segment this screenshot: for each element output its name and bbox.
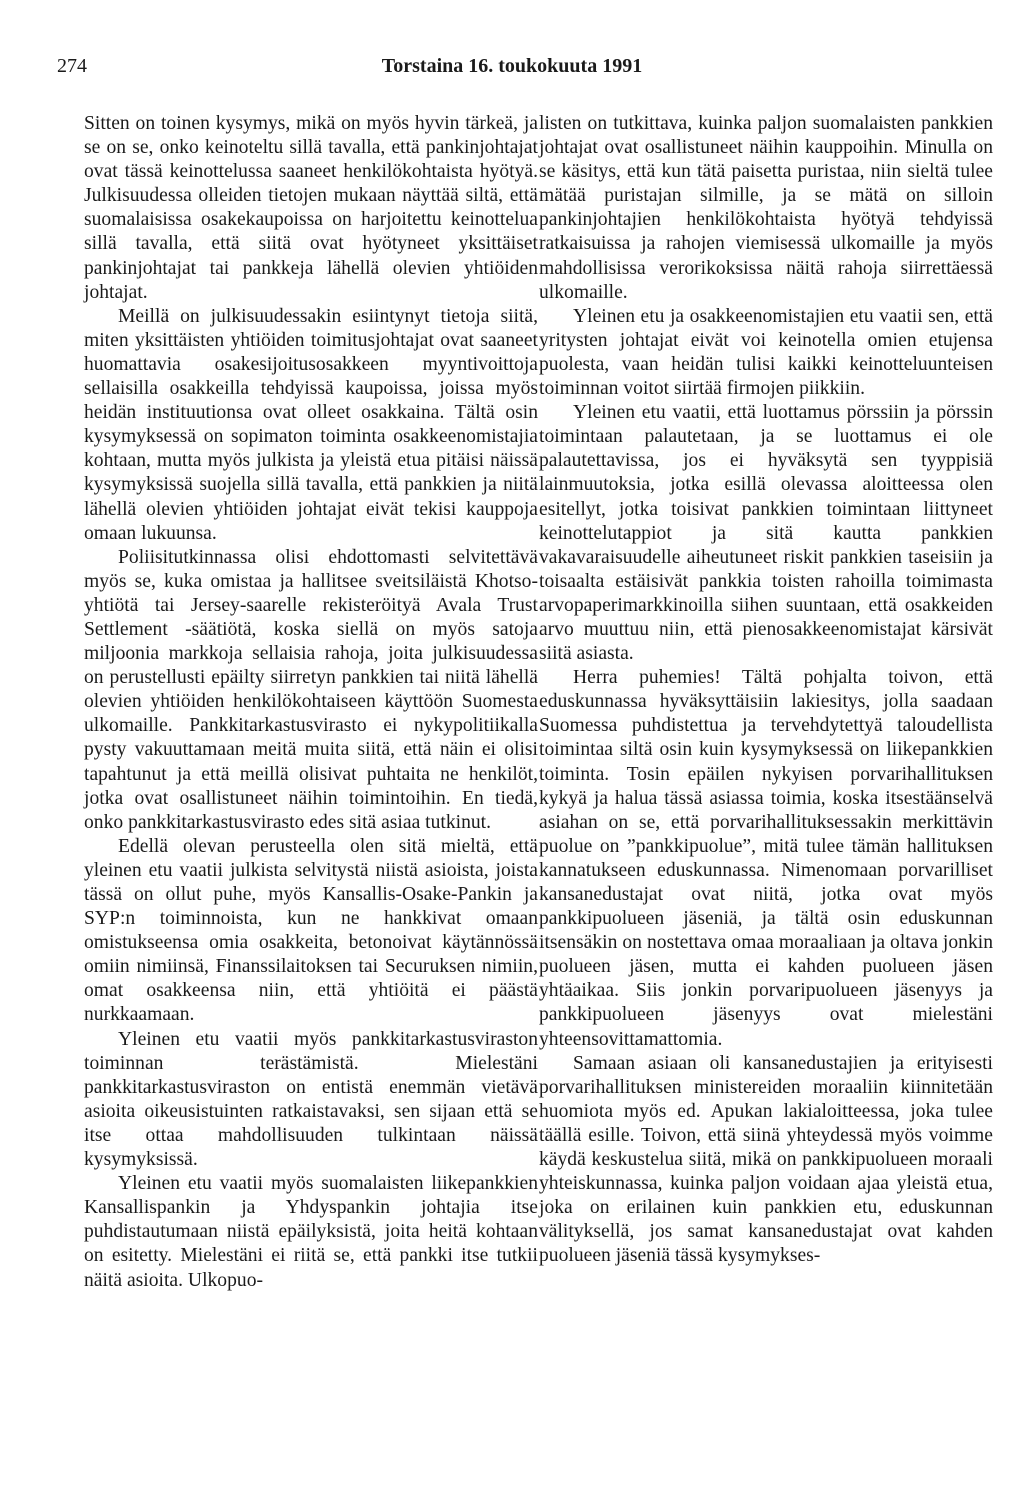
paragraph: Poliisitutkinnassa olisi ehdottomasti selvitettävä myös se, kuka omistaa ja hallitsee sveitsiläistä Khotso-yhtiötä tai Jersey-saarelle rekisteröityä Avala Trust Settlement -säätiötä, koska siellä on myös satoja miljoonia markkoja sellaisia rahoja, joita julkisuudessa on perustellusti epäilty siirretyn pankkien tai niitä lähellä olevien yhtiöiden henkilökohtaiseen käyttöön Suomesta ulkomaille. Pankkitarkastusvirasto ei nykypolitiikalla pysty vakuuttamaan meitä muita siitä, että näin ei olisi tapahtunut ja että meillä olisivat puhtaita ne henkilöt, jotka ovat osallistuneet näihin toimintoihin. En tiedä, onko pankkitarkastusvirasto edes sitä asiaa tutkinut. xyxy=(84,546,538,833)
paragraph: Edellä olevan perusteella olen sitä mieltä, että yleinen etu vaatii julkista selvitystä niistä asioista, joista tässä on ollut puhe, myös Kansallis-Osake-Pankin ja SYP:n toiminnoista, kun ne hankkivat omaan omistukseensa omia osakkeita, betonoivat käytännössä omiin nimiinsä, Finanssilaitoksen tai Securuksen nimiin, omat osakkeensa niin, että yhtiöitä ei päästä nurkkaamaan. xyxy=(84,835,538,1026)
paragraph: Meillä on julkisuudessakin esiintynyt tietoja siitä, miten yksittäisten yhtiöiden toimitusjohtajat ovat saaneet huomattavia osakesijoitusosakkeen myyntivoittoja sellaisilla osakkeilla tehdyissä kaupoissa, joissa myös heidän instituutionsa ovat olleet osakkaina. Tältä osin kysymyksessä on sopimaton toiminta osakkeenomistajia kohtaan, mutta myös julkista ja yleistä etua pitäisi näissä kysymyksissä suojella sillä tavalla, että pankkien ja niitä lähellä olevien yhtiöiden johtajat eivät tekisi kauppoja omaan lukuunsa. xyxy=(84,305,538,544)
paragraph: Yleinen etu ja osakkeenomistajien etu vaatii sen, että yritysten johtajat eivät voi keinotella omien etujensa puolesta, vaan heidän tulisi kaikki keinotteluunteisen toiminnan voitot siirtää firmojen piikkiin. xyxy=(539,305,993,400)
left-column xyxy=(84,112,538,1293)
paragraph: Samaan asiaan oli kansanedustajien ja erityisesti porvarihallituksen ministereiden moraaliin kiinnitetään huomiota myös ed. Apukan lakialoitteessa, joka tulee täällä esille. Toivon, että siinä yhteydessä myös voimme käydä keskustelua siitä, mikä on pankkipuolueen moraali yhteiskunnassa, kuinka paljon voidaan ajaa yleistä etua, joka on erilainen kuin pankkien etu, eduskunnan välityksellä, jos samat kansanedustajat ovat kahden puolueen jäseniä tässä kysymykses- xyxy=(539,1052,993,1267)
page-header xyxy=(57,50,967,82)
page-number: 274 xyxy=(57,55,87,77)
paragraph: Herra puhemies! Tältä pohjalta toivon, että eduskunnassa hyväksyttäisiin lakiesitys, jolla saadaan Suomessa puhdistettua ja tervehdytettyä taloudellista toimintaa siltä osin kuin kysymyksessä on liikepankkien toiminta. Tosin epäilen nykyisen porvarihallituksen kykyä ja halua tässä asiassa toimia, koska itsestäänselvä asiahan on se, että porvarihallituksessakin merkittävin puolue on ”pankkipuolue”, mitä tulee tämän hallituksen kannatukseen eduskunnassa. Nimenomaan porvarilliset kansanedustajat ovat niitä, jotka ovat myös pankkipuolueen jäseniä, ja tältä osin eduskunnan itsensäkin on nostettava omaa moraaliaan ja oltava jonkin puolueen jäsen, mutta ei kahden puolueen jäsen yhtäaikaa. Siis jonkin porvaripuolueen jäsenyys ja pankkipuolueen jäsenyys ovat mielestäni yhteensovittamattomia. xyxy=(539,667,993,1050)
running-head: Torstaina 16. toukokuuta 1991 xyxy=(381,55,643,77)
paragraph: Yleinen etu vaatii myös suomalaisten liikepankkien Kansallispankin ja Yhdyspankin johtajia itse puhdistautumaan niistä epäilyksistä, joita heitä kohtaan on esitetty. Mielestäni ei riitä se, että pankki itse tutkii näitä asioita. Ulkopuo- xyxy=(84,1173,538,1291)
paragraph: Yleinen etu vaatii myös pankkitarkastusviraston toiminnan terästämistä. Mielestäni pankkitarkastusviraston on entistä enemmän vietävä asioita oikeusistuinten ratkaistavaksi, sen sijaan että se itse ottaa mahdollisuuden tulkintaan näissä kysymyksissä. xyxy=(84,1028,538,1171)
paragraph: Sitten on toinen kysymys, mikä on myös hyvin tärkeä, ja se on se, onko keinoteltu sillä tavalla, että pankinjohtajat ovat tässä keinottelussa saaneet henkilökohtaista hyötyä. Julkisuudessa olleiden tietojen mukaan näyttää siltä, että suomalaisissa osakekaupoissa on harjoitettu keinottelua sillä tavalla, että siitä ovat hyötyneet yksittäiset pankinjohtajat tai pankkeja lähellä olevien yhtiöiden johtajat. xyxy=(84,113,538,303)
right-column xyxy=(539,112,993,1269)
paragraph: Yleinen etu vaatii, että luottamus pörssiin ja pörssin toimintaan palautetaan, ja se luottamus ei ole palautettavissa, jos ei hyväksytä sen tyyppisiä lainmuutoksia, jotka esillä olevassa aloitteessa olen esitellyt, jotka toisivat pankkien toimintaan liittyneet keinottelutappiot ja sitä kautta pankkien vakavaraisuudelle aiheutuneet riskit pankkien taseisiin ja toisaalta estäisivät pankkia toisten rahoilla toimimasta arvopaperimarkkinoilla siihen suuntaan, että osakkeiden arvo muuttuu niin, että pienosakkeenomistajat kärsivät siitä asiasta. xyxy=(539,402,993,665)
paragraph: listen on tutkittava, kuinka paljon suomalaisten pankkien johtajat ovat osallistuneet näihin kauppoihin. Minulla on se käsitys, että kun tätä paisetta puristaa, niin sieltä tulee mätää puristajan silmille, ja se mätä on silloin pankinjohtajien henkilökohtaista hyötyä tehdyissä ratkaisuissa ja rahojen viemisessä ulkomaille ja myös mahdollisissa verorikoksissa näitä rahoja siirrettäessä ulkomaille. xyxy=(539,113,993,303)
